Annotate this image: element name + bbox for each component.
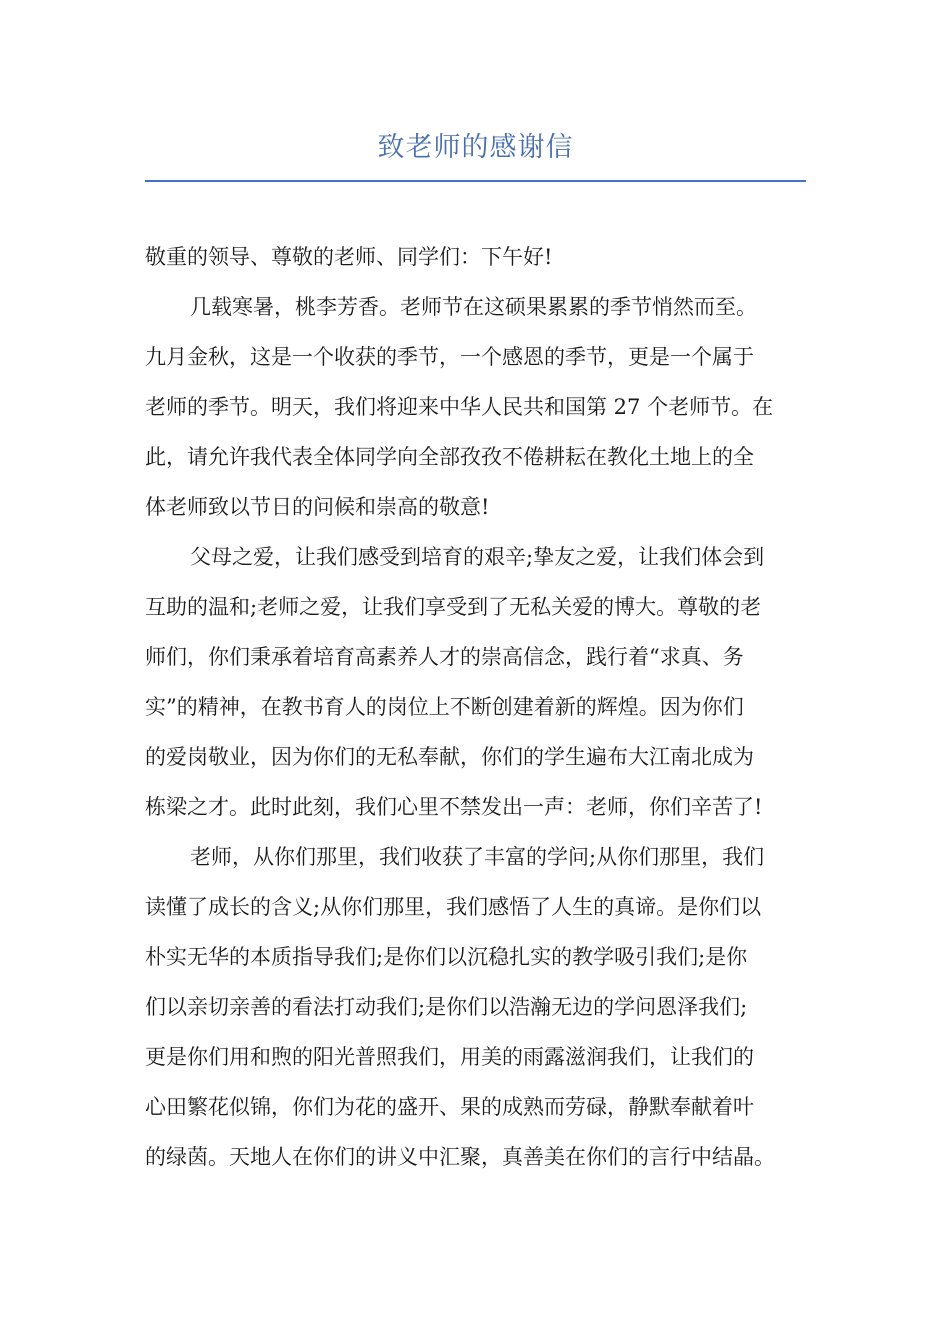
paragraph-line: 互助的温和;老师之爱，让我们享受到了无私关爱的博大。尊敬的老 — [145, 595, 762, 619]
paragraph-line: 栋梁之才。此时此刻，我们心里不禁发出一声：老师，你们辛苦了! — [145, 795, 763, 819]
paragraph-line: 此，请允许我代表全体同学向全部孜孜不倦耕耘在教化土地上的全 — [145, 445, 754, 469]
paragraph-line: 们以亲切亲善的看法打动我们;是你们以浩瀚无边的学问恩泽我们; — [145, 995, 748, 1019]
paragraph-line: 师们，你们秉承着培育高素养人才的崇高信念，践行着“求真、务 — [145, 645, 744, 669]
paragraph-line: 体老师致以节日的问候和崇高的敬意! — [145, 495, 490, 519]
paragraph-line: 老师，从你们那里，我们收获了丰富的学问;从你们那里，我们 — [190, 845, 765, 869]
paragraph-line: 老师的季节。明天，我们将迎来中华人民共和国第 27 个老师节。在 — [145, 395, 774, 419]
paragraph-line: 的绿茵。天地人在你们的讲义中汇聚，真善美在你们的言行中结晶。 — [145, 1145, 775, 1169]
paragraph-line: 父母之爱，让我们感受到培育的艰辛;挚友之爱，让我们体会到 — [190, 545, 765, 569]
paragraph-line: 几载寒暑，桃李芳香。老师节在这硕果累累的季节悄然而至。 — [190, 295, 757, 319]
letter-body — [145, 237, 825, 1187]
paragraph-line: 九月金秋，这是一个收获的季节，一个感恩的季节，更是一个属于 — [145, 345, 754, 369]
paragraph-line: 朴实无华的本质指导我们;是你们以沉稳扎实的教学吸引我们;是你 — [145, 945, 748, 969]
paragraph-line: 的爱岗敬业，因为你们的无私奉献，你们的学生遍布大江南北成为 — [145, 745, 754, 769]
greeting-line: 敬重的领导、尊敬的老师、同学们：下午好! — [145, 245, 553, 269]
paragraph-line: 心田繁花似锦，你们为花的盛开、果的成熟而劳碌，静默奉献着叶 — [145, 1095, 754, 1119]
paragraph-line: 读懂了成长的含义;从你们那里，我们感悟了人生的真谛。是你们以 — [145, 895, 762, 919]
document-title: 致老师的感谢信 — [377, 132, 574, 163]
title-underline — [145, 180, 806, 182]
paragraph-line: 实”的精神，在教书育人的岗位上不断创建着新的辉煌。因为你们 — [145, 695, 744, 719]
paragraph-line: 更是你们用和煦的阳光普照我们，用美的雨露滋润我们，让我们的 — [145, 1045, 754, 1069]
